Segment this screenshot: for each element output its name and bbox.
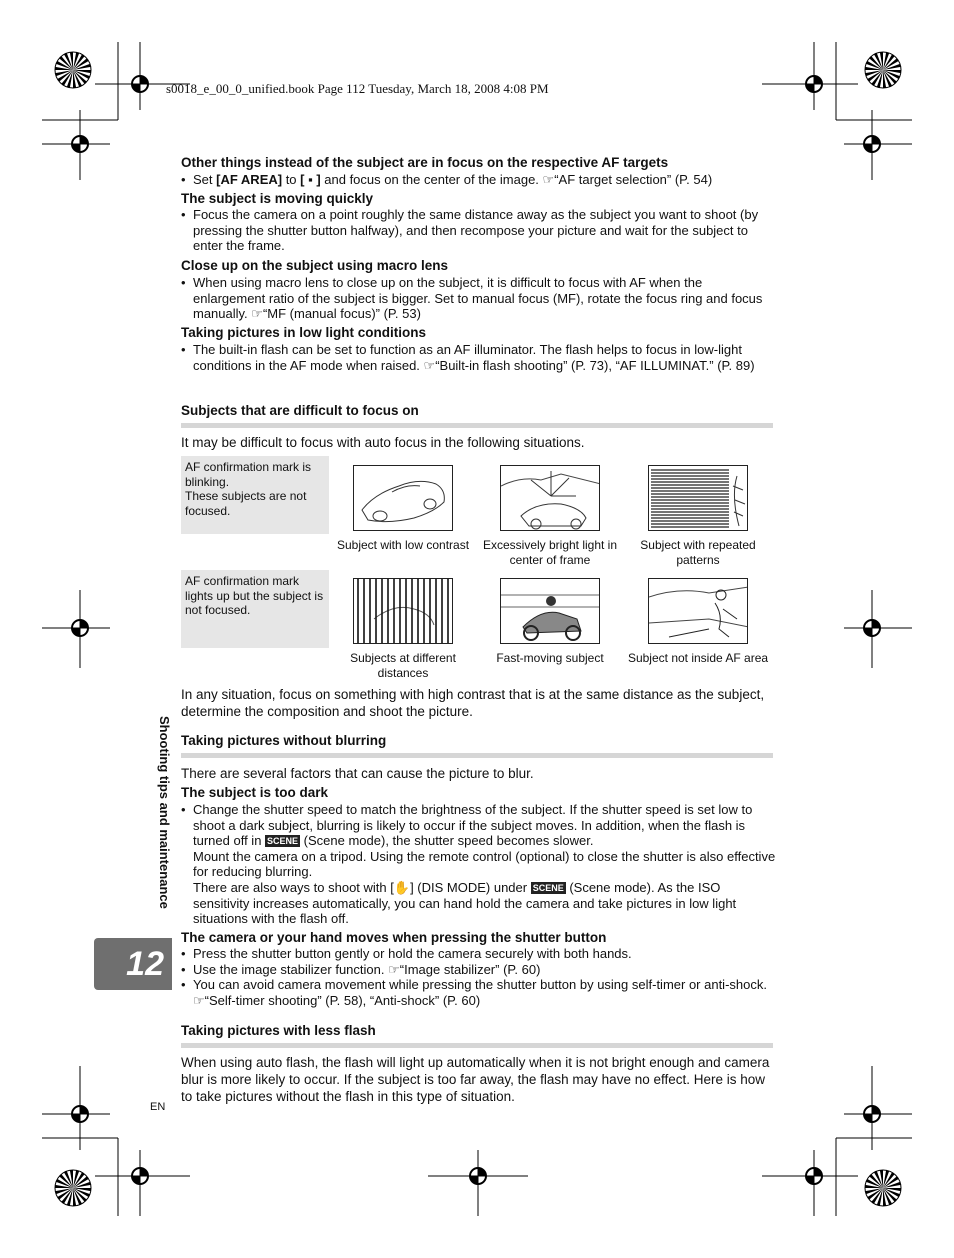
hand-icon: ✋ (393, 879, 411, 895)
bullet-low-light: • The built-in flash can be set to function as an AF illuminator. The flash helps to focus in low-light conditions in the AF mode when raised. ☞“Built-in flash shooting” (P. 73), “AF ILLUMINAT.” (P. 89) (181, 342, 755, 373)
heading-macro-lens: Close up on the subject using macro lens (181, 258, 449, 273)
note-blinking: AF confirmation mark is blinking. These subjects are not focused. (181, 456, 329, 534)
image-bright-light-car (500, 465, 600, 531)
image-outside-af-area (648, 578, 748, 644)
caption-low-contrast: Subject with low contrast (336, 538, 470, 552)
section-title-less-flash: Taking pictures with less flash (181, 1023, 376, 1038)
note-lights-up: AF confirmation mark lights up but the subject is not focused. (181, 570, 329, 648)
chapter-side-title: Shooting tips and maintenance (157, 716, 172, 909)
reference-icon: ☞ (251, 306, 263, 322)
section-rule (181, 423, 773, 428)
reference-icon: ☞ (388, 962, 400, 977)
reference-icon: ☞ (542, 172, 555, 187)
section-rule (181, 1043, 773, 1048)
bullet-image-stabilizer: • Use the image stabilizer function. ☞“Image stabilizer” (P. 60) (181, 962, 541, 977)
intro-blurring: There are several factors that can cause the picture to blur. (181, 766, 534, 781)
caption-fast-moving: Fast-moving subject (496, 651, 604, 665)
reference-icon: ☞ (193, 992, 205, 1008)
star-target-bottom-right (858, 1163, 908, 1213)
intro-less-flash: When using auto flash, the flash will light up automatically when it is not bright enough and camera blur is more likely to occur. If the subject is too far away, the flash may have no effect. Here is how to take pictures without the flash in this type of situation. (181, 1055, 770, 1104)
intro-difficult-focus: It may be difficult to focus with auto focus in the following situations. (181, 435, 585, 450)
star-target-top-left (48, 45, 98, 95)
caption-bright-light: Excessively bright light in center of frame (482, 538, 618, 567)
heading-low-light: Taking pictures in low light conditions (181, 325, 427, 340)
chapter-number-tab: 12 (94, 938, 172, 990)
outro-difficult-focus: In any situation, focus on something with high contrast that is at the same distance as the subject, determine the composition and shoot the picture. (181, 687, 765, 719)
reference-icon: ☞ (423, 357, 436, 373)
image-fast-moving (500, 578, 600, 644)
heading-too-dark: The subject is too dark (181, 785, 329, 800)
star-target-bottom-left (48, 1163, 98, 1213)
star-target-top-right (858, 45, 908, 95)
caption-outside-af-area: Subject not inside AF area (627, 651, 769, 665)
bullet-self-timer: • You can avoid camera movement while pressing the shutter button by using self-timer or anti-shock. ☞“Self-timer shooting” (P. 58), “Anti-shock” (P. 60) (181, 977, 767, 1008)
bullet-macro-lens: • When using macro lens to close up on the subject, it is difficult to focus with AF when the enlargement ratio of the subject is bigger. Set to manual focus (MF), rotate the focus ring and focus manually. ☞“MF (manual focus)” (P. 53) (181, 275, 763, 322)
bullet-hold-securely: • Press the shutter button gently or hold the camera securely with both hands. (181, 946, 632, 961)
scene-mode-icon: SCENE (267, 836, 299, 847)
heading-af-targets: Other things instead of the subject are in focus on the respective AF targets (181, 155, 669, 170)
scene-mode-icon: SCENE (532, 882, 564, 893)
caption-repeated-patterns: Subject with repeated patterns (640, 538, 756, 567)
bullet-too-dark: • Change the shutter speed to match the brightness of the subject. If the shutter speed is set low to shoot a dark subject, blurring is likely to occur if the subject moves. In addition, when the flash is turned off in SCENE (Scene mode), the shutter speed becomes slower. Mount the camera on a tripod. Using the remote control (optional) to close the shutter is also effective for reducing blurring. There are also ways to shoot with [✋] (DIS MODE) under SCENE (Scene mode). As the ISO sensitivity increases automatically, you can hand hold the camera and take pictures in low light situations with the flash off. (181, 802, 776, 927)
bullet-moving-subject: • Focus the camera on a point roughly the same distance away as the subject you want to shoot (by pressing the shutter button halfway), and then recompose your picture and wait for the subject to enter the frame. (181, 207, 759, 254)
section-title-difficult-focus: Subjects that are difficult to focus on (181, 403, 419, 418)
section-rule (181, 753, 773, 758)
language-code: EN (150, 1101, 166, 1113)
bullet-af-area: • Set [AF AREA] to [ ▪ ] and focus on the center of the image. ☞“AF target selection” (P. 54) (181, 172, 713, 187)
section-title-blurring: Taking pictures without blurring (181, 733, 387, 748)
image-repeated-patterns (648, 465, 748, 531)
image-low-contrast-car (353, 465, 453, 531)
heading-moving-subject: The subject is moving quickly (181, 191, 374, 206)
print-header: s0018_e_00_0_unified.book Page 112 Tuesday, March 18, 2008 4:08 PM (166, 81, 549, 96)
heading-camera-moves: The camera or your hand moves when pressing the shutter button (181, 930, 607, 945)
image-different-distances (353, 578, 453, 644)
caption-different-distances: Subjects at different distances (350, 651, 456, 680)
